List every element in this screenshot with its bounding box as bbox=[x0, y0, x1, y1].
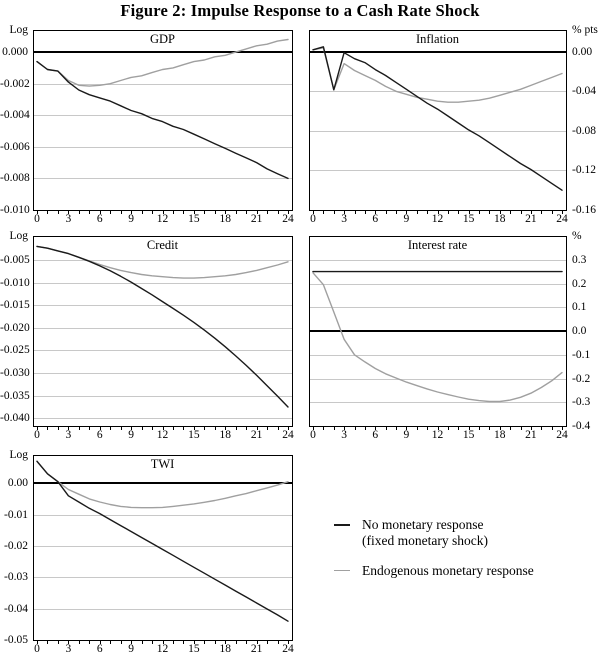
y-tick-label-gdp: -0.002 bbox=[0, 77, 30, 90]
legend-label-line2: (fixed monetary shock) bbox=[362, 532, 488, 548]
y-tick-label-interest-rate: 0.3 bbox=[572, 253, 587, 266]
x-tick-label-credit: 18 bbox=[219, 429, 231, 441]
x-tick-label-inflation: 21 bbox=[525, 213, 537, 225]
plot-frame-inflation bbox=[310, 31, 567, 211]
x-tick-label-gdp: 24 bbox=[282, 213, 294, 225]
y-tick-label-credit: -0.035 bbox=[0, 389, 30, 402]
y-tick-label-credit: -0.025 bbox=[0, 344, 30, 357]
y-tick-label-twi: -0.04 bbox=[4, 602, 28, 615]
x-tick-label-interest-rate: 3 bbox=[341, 429, 347, 441]
x-tick-label-twi: 3 bbox=[65, 643, 72, 655]
legend-item-endogenous-response bbox=[334, 563, 534, 579]
y-tick-label-interest-rate: -0.1 bbox=[572, 348, 591, 361]
x-tick-label-twi: 21 bbox=[250, 643, 263, 655]
x-tick-label-twi: 9 bbox=[128, 643, 134, 655]
x-tick-label-credit: 21 bbox=[250, 429, 263, 441]
x-tick-label-credit: 0 bbox=[34, 429, 40, 441]
y-tick-label-gdp: -0.006 bbox=[0, 140, 30, 153]
x-tick-label-inflation: 0 bbox=[310, 213, 316, 225]
y-tick-label-inflation: -0.08 bbox=[572, 124, 596, 137]
unit-label-credit: Log bbox=[9, 230, 28, 242]
legend-label-endogenous-response: Endogenous monetary response bbox=[362, 563, 534, 578]
x-tick-label-interest-rate: 21 bbox=[525, 429, 537, 441]
y-tick-label-interest-rate: 0.1 bbox=[572, 301, 587, 314]
x-tick-label-gdp: 0 bbox=[34, 213, 40, 225]
x-tick-label-twi: 0 bbox=[34, 643, 40, 655]
x-tick-label-credit: 15 bbox=[188, 429, 200, 441]
x-tick-label-gdp: 9 bbox=[128, 213, 134, 225]
x-tick-label-interest-rate: 6 bbox=[372, 429, 379, 441]
y-tick-label-interest-rate: -0.2 bbox=[572, 372, 591, 385]
panel-title-gdp: GDP bbox=[149, 32, 175, 46]
x-tick-label-inflation: 18 bbox=[494, 213, 506, 225]
unit-label-twi: Log bbox=[9, 449, 28, 461]
plot-frame-credit bbox=[34, 237, 293, 427]
y-tick-label-gdp: 0.000 bbox=[2, 46, 28, 59]
unit-label-gdp: Log bbox=[9, 24, 28, 36]
panel-title-credit: Credit bbox=[146, 238, 179, 252]
x-tick-label-interest-rate: 15 bbox=[462, 429, 475, 441]
black-line-swatch bbox=[334, 524, 350, 526]
y-tick-label-credit: -0.015 bbox=[0, 299, 30, 312]
x-tick-label-gdp: 18 bbox=[219, 213, 231, 225]
panel-title-interest-rate: Interest rate bbox=[407, 238, 468, 252]
y-tick-label-credit: -0.040 bbox=[0, 412, 30, 425]
x-tick-label-inflation: 6 bbox=[372, 213, 379, 225]
figure-title: Figure 2: Impulse Response to a Cash Rate Shock bbox=[120, 1, 480, 20]
y-tick-label-inflation: 0.00 bbox=[572, 45, 593, 58]
x-tick-label-interest-rate: 0 bbox=[310, 429, 316, 441]
x-tick-label-inflation: 3 bbox=[341, 213, 347, 225]
y-tick-label-gdp: -0.004 bbox=[0, 109, 30, 122]
x-tick-label-gdp: 21 bbox=[250, 213, 263, 225]
y-tick-label-twi: -0.03 bbox=[4, 571, 28, 584]
legend bbox=[334, 517, 534, 579]
y-tick-label-inflation: -0.16 bbox=[572, 204, 596, 216]
y-tick-label-interest-rate: 0.2 bbox=[572, 277, 587, 290]
series-gray-gdp bbox=[37, 40, 288, 87]
y-tick-label-interest-rate: 0.0 bbox=[572, 325, 587, 337]
y-tick-label-credit: -0.020 bbox=[0, 321, 30, 334]
y-tick-label-interest-rate: -0.4 bbox=[572, 420, 591, 432]
legend-label-no-monetary-response bbox=[362, 517, 488, 548]
x-tick-label-inflation: 15 bbox=[462, 213, 475, 225]
series-black-credit bbox=[37, 246, 288, 407]
x-tick-label-inflation: 12 bbox=[431, 213, 444, 225]
y-tick-label-inflation: -0.12 bbox=[572, 164, 596, 177]
x-tick-label-inflation: 24 bbox=[556, 213, 568, 225]
unit-label-interest-rate: % bbox=[572, 230, 582, 242]
y-tick-label-twi: -0.01 bbox=[4, 508, 28, 521]
x-tick-label-gdp: 15 bbox=[188, 213, 200, 225]
x-tick-label-interest-rate: 18 bbox=[494, 429, 506, 441]
legend-item-no-monetary-response bbox=[334, 517, 534, 548]
x-tick-label-credit: 12 bbox=[156, 429, 169, 441]
x-tick-label-gdp: 12 bbox=[156, 213, 169, 225]
gray-line-swatch bbox=[334, 570, 350, 571]
y-tick-label-credit: -0.030 bbox=[0, 367, 30, 380]
x-tick-label-twi: 15 bbox=[188, 643, 200, 655]
y-tick-label-interest-rate: -0.3 bbox=[572, 396, 591, 409]
y-tick-label-gdp: -0.008 bbox=[0, 172, 30, 185]
x-tick-label-interest-rate: 9 bbox=[403, 429, 410, 441]
y-tick-label-twi: -0.05 bbox=[4, 634, 28, 646]
x-tick-label-interest-rate: 24 bbox=[556, 429, 568, 441]
x-tick-label-credit: 3 bbox=[65, 429, 72, 441]
x-tick-label-credit: 6 bbox=[96, 429, 103, 441]
x-tick-label-interest-rate: 12 bbox=[431, 429, 444, 441]
y-tick-label-twi: -0.02 bbox=[4, 539, 28, 552]
y-tick-label-credit: -0.010 bbox=[0, 276, 30, 289]
series-black-gdp bbox=[37, 62, 288, 179]
x-tick-label-credit: 9 bbox=[128, 429, 134, 441]
x-tick-label-twi: 6 bbox=[96, 643, 103, 655]
x-tick-label-twi: 12 bbox=[156, 643, 169, 655]
x-tick-label-gdp: 3 bbox=[65, 213, 72, 225]
plot-frame-gdp bbox=[34, 31, 293, 211]
panel-title-inflation: Inflation bbox=[415, 32, 460, 46]
y-tick-label-inflation: -0.04 bbox=[572, 85, 596, 98]
x-tick-label-twi: 24 bbox=[282, 643, 294, 655]
x-tick-label-gdp: 6 bbox=[96, 213, 103, 225]
y-tick-label-twi: 0.00 bbox=[7, 477, 28, 490]
y-tick-label-credit: -0.005 bbox=[0, 253, 30, 266]
legend-label-line1: No monetary response bbox=[362, 517, 484, 532]
panel-title-twi: TWI bbox=[150, 457, 175, 471]
x-tick-label-twi: 18 bbox=[219, 643, 231, 655]
x-tick-label-inflation: 9 bbox=[403, 213, 410, 225]
x-tick-label-credit: 24 bbox=[282, 429, 294, 441]
series-black-twi bbox=[37, 461, 288, 621]
unit-label-inflation: % pts bbox=[572, 24, 598, 36]
y-tick-label-gdp: -0.010 bbox=[0, 204, 30, 216]
series-gray-interest-rate bbox=[313, 273, 562, 402]
